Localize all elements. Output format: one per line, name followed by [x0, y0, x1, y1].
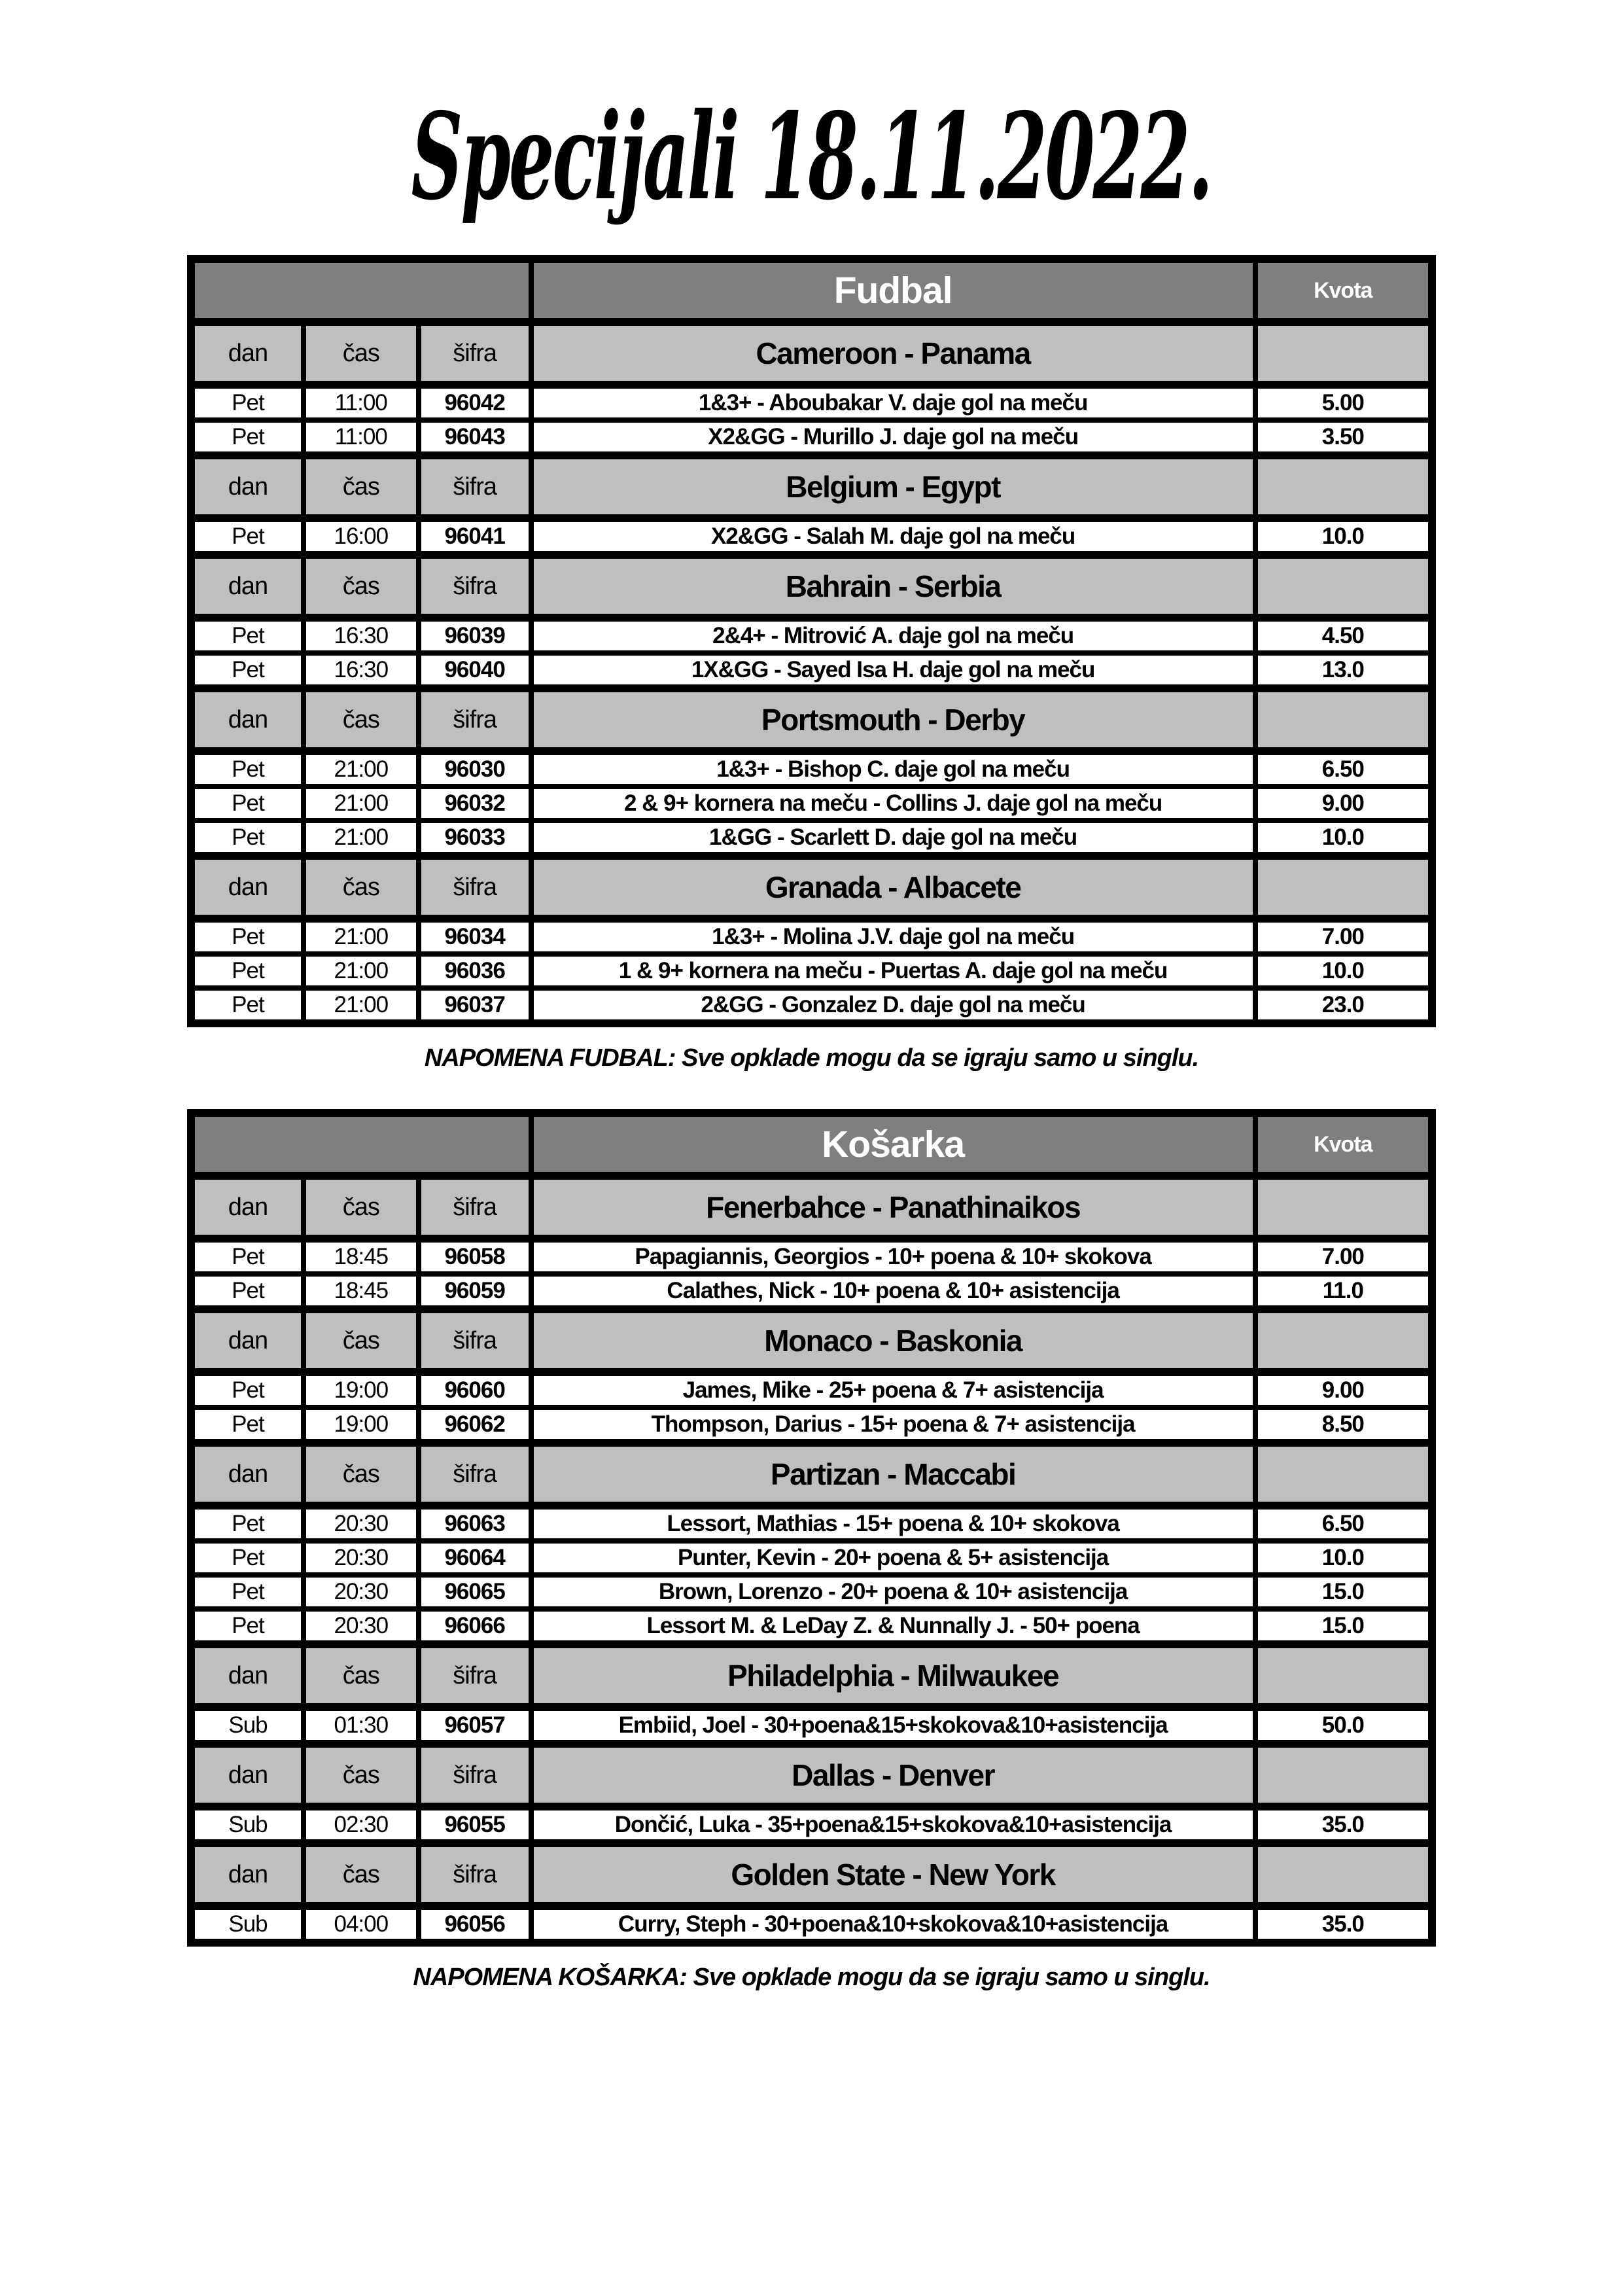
- bet-row: [191, 821, 1432, 856]
- bet-cell: X2&GG - Salah M. daje gol na meču: [531, 518, 1255, 555]
- code-label-cell: šifra: [419, 1744, 531, 1807]
- time-label-cell: čas: [304, 1309, 419, 1372]
- match-section-row: [191, 322, 1432, 385]
- odds-header-cell: Kvota: [1255, 259, 1432, 322]
- bet-cell: 1&GG - Scarlett D. daje gol na meču: [531, 821, 1255, 856]
- bet-row: [191, 1541, 1432, 1575]
- bet-row: [191, 751, 1432, 786]
- match-title-cell: Monaco - Baskonia: [531, 1309, 1255, 1372]
- bet-cell: 1X&GG - Sayed Isa H. daje gol na meču: [531, 653, 1255, 688]
- time-cell: 21:00: [304, 821, 419, 856]
- day-cell: Sub: [191, 1707, 304, 1744]
- table-body: [191, 1176, 1432, 1943]
- match-section-row: [191, 1843, 1432, 1906]
- time-cell: 21:00: [304, 786, 419, 821]
- code-cell: 96036: [419, 954, 531, 988]
- time-label-cell: čas: [304, 1843, 419, 1906]
- time-label-cell: čas: [304, 555, 419, 618]
- match-title-cell: Golden State - New York: [531, 1843, 1255, 1906]
- day-cell: Pet: [191, 988, 304, 1023]
- match-section-row: [191, 1744, 1432, 1807]
- odds-table: [187, 255, 1436, 1027]
- table-header-row: [191, 259, 1432, 322]
- day-cell: Pet: [191, 821, 304, 856]
- odds-cell: 15.0: [1255, 1575, 1432, 1609]
- match-title-cell: Belgium - Egypt: [531, 455, 1255, 518]
- day-label-cell: dan: [191, 856, 304, 919]
- code-cell: 96030: [419, 751, 531, 786]
- bet-cell: Papagiannis, Georgios - 10+ poena & 10+ skokova: [531, 1239, 1255, 1274]
- bet-row: [191, 1407, 1432, 1443]
- bet-row: [191, 1575, 1432, 1609]
- match-section-row: [191, 1309, 1432, 1372]
- bet-cell: 1&3+ - Bishop C. daje gol na meču: [531, 751, 1255, 786]
- match-section-row: [191, 1176, 1432, 1239]
- odds-cell: 7.00: [1255, 1239, 1432, 1274]
- bet-row: [191, 1807, 1432, 1843]
- day-label-cell: dan: [191, 1644, 304, 1707]
- code-label-cell: šifra: [419, 1843, 531, 1906]
- bet-cell: Punter, Kevin - 20+ poena & 5+ asistencija: [531, 1541, 1255, 1575]
- code-label-cell: šifra: [419, 1443, 531, 1506]
- odds-cell: 13.0: [1255, 653, 1432, 688]
- bet-row: [191, 518, 1432, 555]
- bet-row: [191, 1274, 1432, 1309]
- odds-cell: 11.0: [1255, 1274, 1432, 1309]
- code-cell: 96043: [419, 420, 531, 455]
- day-cell: Pet: [191, 751, 304, 786]
- day-cell: Pet: [191, 420, 304, 455]
- bet-row: [191, 1372, 1432, 1407]
- time-cell: 16:30: [304, 653, 419, 688]
- odds-cell: 10.0: [1255, 518, 1432, 555]
- day-label-cell: dan: [191, 555, 304, 618]
- odds-cell: 10.0: [1255, 821, 1432, 856]
- day-label-cell: dan: [191, 455, 304, 518]
- tables-root: [187, 255, 1436, 1992]
- bet-row: [191, 954, 1432, 988]
- bet-cell: 1 & 9+ kornera na meču - Puertas A. daje gol na meču: [531, 954, 1255, 988]
- code-label-cell: šifra: [419, 856, 531, 919]
- match-section-row: [191, 856, 1432, 919]
- time-cell: 11:00: [304, 420, 419, 455]
- code-cell: 96058: [419, 1239, 531, 1274]
- day-cell: Pet: [191, 518, 304, 555]
- code-cell: 96033: [419, 821, 531, 856]
- match-title-cell: Bahrain - Serbia: [531, 555, 1255, 618]
- bet-cell: Curry, Steph - 30+poena&10+skokova&10+asistencija: [531, 1906, 1255, 1943]
- day-cell: Pet: [191, 1575, 304, 1609]
- day-cell: Pet: [191, 1541, 304, 1575]
- bet-row: [191, 1609, 1432, 1644]
- page-title-text: Specijali 18.11.2022.: [411, 86, 1212, 226]
- bet-cell: Calathes, Nick - 10+ poena & 10+ asistencija: [531, 1274, 1255, 1309]
- day-cell: Sub: [191, 1906, 304, 1943]
- time-cell: 21:00: [304, 751, 419, 786]
- day-cell: Pet: [191, 1407, 304, 1443]
- code-cell: 96055: [419, 1807, 531, 1843]
- table-header-row: [191, 1113, 1432, 1176]
- match-section-row: [191, 1443, 1432, 1506]
- time-cell: 18:45: [304, 1274, 419, 1309]
- match-section-row: [191, 555, 1432, 618]
- table-note: NAPOMENA KOŠARKA: Sve opklade mogu da se igraju samo u singlu.: [413, 1964, 1210, 1991]
- section-empty-odds-cell: [1255, 1309, 1432, 1372]
- bet-row: [191, 786, 1432, 821]
- code-cell: 96032: [419, 786, 531, 821]
- bet-cell: Thompson, Darius - 15+ poena & 7+ asistencija: [531, 1407, 1255, 1443]
- day-cell: Pet: [191, 1274, 304, 1309]
- odds-table: [187, 1109, 1436, 1947]
- time-cell: 20:30: [304, 1609, 419, 1644]
- odds-cell: 9.00: [1255, 786, 1432, 821]
- odds-cell: 23.0: [1255, 988, 1432, 1023]
- time-cell: 11:00: [304, 385, 419, 420]
- day-cell: Pet: [191, 786, 304, 821]
- time-cell: 21:00: [304, 988, 419, 1023]
- bet-cell: 1&3+ - Aboubakar V. daje gol na meču: [531, 385, 1255, 420]
- day-label-cell: dan: [191, 1443, 304, 1506]
- match-title-cell: Cameroon - Panama: [531, 322, 1255, 385]
- match-title-cell: Granada - Albacete: [531, 856, 1255, 919]
- bet-cell: Lessort M. & LeDay Z. & Nunnally J. - 50+ poena: [531, 1609, 1255, 1644]
- sport-table-block: [187, 255, 1436, 1072]
- time-cell: 16:30: [304, 618, 419, 653]
- odds-cell: 5.00: [1255, 385, 1432, 420]
- section-empty-odds-cell: [1255, 322, 1432, 385]
- time-cell: 01:30: [304, 1707, 419, 1744]
- section-empty-odds-cell: [1255, 1644, 1432, 1707]
- table-body: [191, 322, 1432, 1023]
- time-cell: 21:00: [304, 919, 419, 954]
- page-title: [0, 0, 1623, 226]
- section-empty-odds-cell: [1255, 555, 1432, 618]
- time-cell: 16:00: [304, 518, 419, 555]
- day-cell: Sub: [191, 1807, 304, 1843]
- time-cell: 04:00: [304, 1906, 419, 1943]
- code-label-cell: šifra: [419, 688, 531, 751]
- day-label-cell: dan: [191, 688, 304, 751]
- time-cell: 20:30: [304, 1575, 419, 1609]
- section-empty-odds-cell: [1255, 1176, 1432, 1239]
- day-cell: Pet: [191, 385, 304, 420]
- section-empty-odds-cell: [1255, 1744, 1432, 1807]
- code-label-cell: šifra: [419, 455, 531, 518]
- odds-cell: 3.50: [1255, 420, 1432, 455]
- code-cell: 96063: [419, 1506, 531, 1541]
- day-cell: Pet: [191, 919, 304, 954]
- day-cell: Pet: [191, 954, 304, 988]
- day-label-cell: dan: [191, 1176, 304, 1239]
- odds-cell: 6.50: [1255, 1506, 1432, 1541]
- bet-row: [191, 618, 1432, 653]
- match-section-row: [191, 1644, 1432, 1707]
- section-empty-odds-cell: [1255, 455, 1432, 518]
- bet-row: [191, 1239, 1432, 1274]
- bet-cell: X2&GG - Murillo J. daje gol na meču: [531, 420, 1255, 455]
- match-title-cell: Dallas - Denver: [531, 1744, 1255, 1807]
- code-cell: 96057: [419, 1707, 531, 1744]
- code-label-cell: šifra: [419, 1644, 531, 1707]
- odds-cell: 4.50: [1255, 618, 1432, 653]
- time-cell: 20:30: [304, 1541, 419, 1575]
- odds-cell: 35.0: [1255, 1807, 1432, 1843]
- odds-cell: 15.0: [1255, 1609, 1432, 1644]
- time-cell: 19:00: [304, 1372, 419, 1407]
- section-empty-odds-cell: [1255, 1843, 1432, 1906]
- code-cell: 96065: [419, 1575, 531, 1609]
- odds-cell: 8.50: [1255, 1407, 1432, 1443]
- day-cell: Pet: [191, 1372, 304, 1407]
- bet-row: [191, 385, 1432, 420]
- time-label-cell: čas: [304, 322, 419, 385]
- match-section-row: [191, 455, 1432, 518]
- bet-row: [191, 653, 1432, 688]
- time-label-cell: čas: [304, 1443, 419, 1506]
- odds-cell: 9.00: [1255, 1372, 1432, 1407]
- code-cell: 96056: [419, 1906, 531, 1943]
- bet-cell: 2&GG - Gonzalez D. daje gol na meču: [531, 988, 1255, 1023]
- bet-cell: James, Mike - 25+ poena & 7+ asistencija: [531, 1372, 1255, 1407]
- odds-cell: 10.0: [1255, 954, 1432, 988]
- time-cell: 18:45: [304, 1239, 419, 1274]
- bet-cell: 1&3+ - Molina J.V. daje gol na meču: [531, 919, 1255, 954]
- section-empty-odds-cell: [1255, 688, 1432, 751]
- day-cell: Pet: [191, 1506, 304, 1541]
- code-cell: 96041: [419, 518, 531, 555]
- table-note: NAPOMENA FUDBAL: Sve opklade mogu da se igraju samo u singlu.: [424, 1044, 1199, 1072]
- bet-row: [191, 988, 1432, 1023]
- match-title-cell: Partizan - Maccabi: [531, 1443, 1255, 1506]
- time-label-cell: čas: [304, 1644, 419, 1707]
- bet-cell: 2 & 9+ kornera na meču - Collins J. daje gol na meču: [531, 786, 1255, 821]
- odds-cell: 6.50: [1255, 751, 1432, 786]
- time-label-cell: čas: [304, 1176, 419, 1239]
- code-label-cell: šifra: [419, 322, 531, 385]
- bet-cell: 2&4+ - Mitrović A. daje gol na meču: [531, 618, 1255, 653]
- odds-cell: 7.00: [1255, 919, 1432, 954]
- time-cell: 20:30: [304, 1506, 419, 1541]
- day-cell: Pet: [191, 618, 304, 653]
- code-cell: 96040: [419, 653, 531, 688]
- match-title-cell: Portsmouth - Derby: [531, 688, 1255, 751]
- time-cell: 19:00: [304, 1407, 419, 1443]
- time-cell: 21:00: [304, 954, 419, 988]
- code-label-cell: šifra: [419, 1309, 531, 1372]
- day-label-cell: dan: [191, 1309, 304, 1372]
- bet-row: [191, 1506, 1432, 1541]
- bet-cell: Embiid, Joel - 30+poena&15+skokova&10+asistencija: [531, 1707, 1255, 1744]
- match-section-row: [191, 688, 1432, 751]
- header-empty-cell: [191, 259, 531, 322]
- time-label-cell: čas: [304, 688, 419, 751]
- sport-table-block: [187, 1109, 1436, 1992]
- bet-row: [191, 1707, 1432, 1744]
- code-cell: 96039: [419, 618, 531, 653]
- code-cell: 96034: [419, 919, 531, 954]
- bet-row: [191, 420, 1432, 455]
- odds-header-cell: Kvota: [1255, 1113, 1432, 1176]
- day-cell: Pet: [191, 1609, 304, 1644]
- bet-row: [191, 1906, 1432, 1943]
- section-empty-odds-cell: [1255, 856, 1432, 919]
- bet-cell: Lessort, Mathias - 15+ poena & 10+ skokova: [531, 1506, 1255, 1541]
- day-label-cell: dan: [191, 322, 304, 385]
- odds-cell: 10.0: [1255, 1541, 1432, 1575]
- code-cell: 96060: [419, 1372, 531, 1407]
- time-label-cell: čas: [304, 1744, 419, 1807]
- code-cell: 96059: [419, 1274, 531, 1309]
- code-label-cell: šifra: [419, 1176, 531, 1239]
- code-cell: 96042: [419, 385, 531, 420]
- match-title-cell: Philadelphia - Milwaukee: [531, 1644, 1255, 1707]
- header-empty-cell: [191, 1113, 531, 1176]
- bet-row: [191, 919, 1432, 954]
- day-cell: Pet: [191, 1239, 304, 1274]
- code-cell: 96066: [419, 1609, 531, 1644]
- day-label-cell: dan: [191, 1744, 304, 1807]
- code-cell: 96062: [419, 1407, 531, 1443]
- sport-title-cell: Košarka: [531, 1113, 1255, 1176]
- time-cell: 02:30: [304, 1807, 419, 1843]
- odds-cell: 35.0: [1255, 1906, 1432, 1943]
- code-label-cell: šifra: [419, 555, 531, 618]
- match-title-cell: Fenerbahce - Panathinaikos: [531, 1176, 1255, 1239]
- section-empty-odds-cell: [1255, 1443, 1432, 1506]
- sport-title-cell: Fudbal: [531, 259, 1255, 322]
- day-cell: Pet: [191, 653, 304, 688]
- bet-cell: Dončić, Luka - 35+poena&15+skokova&10+asistencija: [531, 1807, 1255, 1843]
- odds-cell: 50.0: [1255, 1707, 1432, 1744]
- time-label-cell: čas: [304, 856, 419, 919]
- code-cell: 96064: [419, 1541, 531, 1575]
- code-cell: 96037: [419, 988, 531, 1023]
- bet-cell: Brown, Lorenzo - 20+ poena & 10+ asistencija: [531, 1575, 1255, 1609]
- time-label-cell: čas: [304, 455, 419, 518]
- day-label-cell: dan: [191, 1843, 304, 1906]
